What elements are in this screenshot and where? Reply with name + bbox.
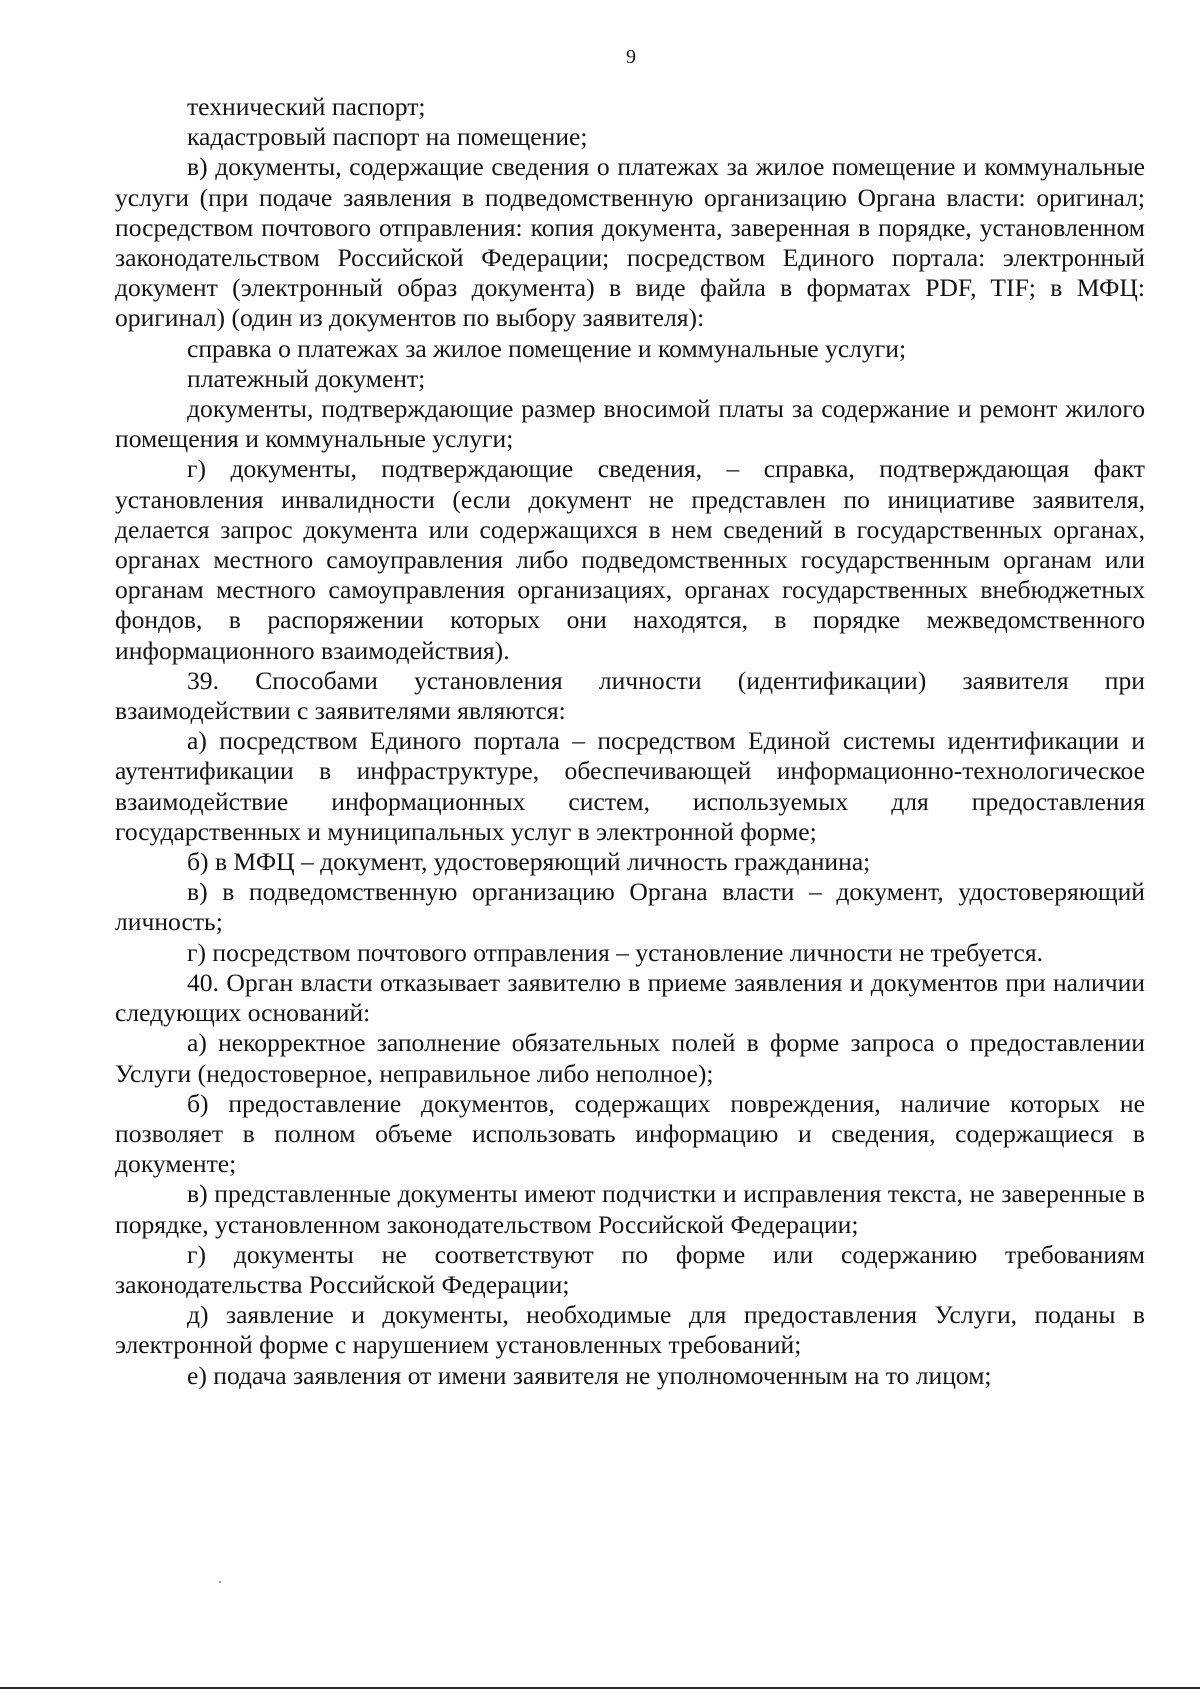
page-number: 9 — [626, 46, 636, 68]
paragraph: платежный документ; — [187, 363, 426, 393]
paragraph: технический паспорт; — [187, 92, 426, 121]
paragraph: а) посредством Единого портала – посредством Единой системы идентификации и аутентификации в инфраструктуре, обеспечивающей информационно-технологическое взаимодействие информационных систем, используемых для предоставления государственных и муниципальных услуг в электронной форме; — [115, 726, 1145, 846]
scan-speck — [219, 1581, 221, 1583]
paragraph: 40. Орган власти отказывает заявителю в приеме заявления и документов при наличии следующих оснований: — [115, 967, 1145, 1028]
paragraph: в) в подведомственную организацию Органа власти – документ, удостоверяющий личность; — [115, 877, 1145, 937]
paragraph: а) некорректное заполнение обязательных полей в форме запроса о предоставлении Услуги (недостоверное, неправильное либо неполное); — [115, 1028, 1145, 1088]
paragraph: в) документы, содержащие сведения о платежах за жилое помещение и коммунальные услуги (при подаче заявления в подведомственную организацию Органа власти: оригинал; посредством почтового отправления: копия документа, заверенная в порядке, установленном законодательством Российской Федерации; посредством Единого портала: электронный документ (электронный образ документа) в виде файла в форматах PDF, TIF; в МФЦ: оригинал) (один из документов по выбору заявителя): — [115, 152, 1145, 333]
document-body — [115, 92, 1145, 1391]
paragraph: д) заявление и документы, необходимые для предоставления Услуги, поданы в электронной форме с нарушением установленных требований; — [115, 1300, 1145, 1360]
paragraph: б) в МФЦ – документ, удостоверяющий личность гражданина; — [187, 847, 871, 877]
paragraph: 39. Способами установления личности (идентификации) заявителя при взаимодействии с заявителями являются: — [115, 665, 1145, 726]
paragraph: б) предоставление документов, содержащих повреждения, наличие которых не позволяет в полном объеме использовать информацию и сведения, содержащиеся в документе; — [115, 1088, 1145, 1179]
scan-bottom-edge — [0, 1687, 1200, 1689]
paragraph: г) документы, подтверждающие сведения, – справка, подтверждающая факт установления инвалидности (если документ не представлен по инициативе заявителя, делается запрос документа или содержащихся в нем сведений в государственных органах, органах местного самоуправления либо подведомственных государственным органам или органам местного самоуправления организациях, органах государственных внебюджетных фондов, в распоряжении которых они находятся, в порядке межведомственного информационного взаимодействия). — [115, 454, 1145, 665]
paragraph: кадастровый паспорт на помещение; — [187, 122, 588, 152]
paragraph: г) документы не соответствуют по форме или содержанию требованиям законодательства Российской Федерации; — [115, 1239, 1145, 1299]
paragraph: справка о платежах за жилое помещение и коммунальные услуги; — [187, 333, 907, 363]
paragraph: е) подача заявления от имени заявителя не уполномоченным на то лицом; — [187, 1360, 992, 1390]
paragraph: г) посредством почтового отправления – установление личности не требуется. — [187, 937, 1044, 967]
paragraph: в) представленные документы имеют подчистки и исправления текста, не заверенные в порядке, установленном законодательством Российской Федерации; — [115, 1179, 1145, 1239]
paragraph: документы, подтверждающие размер вносимой платы за содержание и ремонт жилого помещения и коммунальные услуги; — [115, 394, 1145, 454]
